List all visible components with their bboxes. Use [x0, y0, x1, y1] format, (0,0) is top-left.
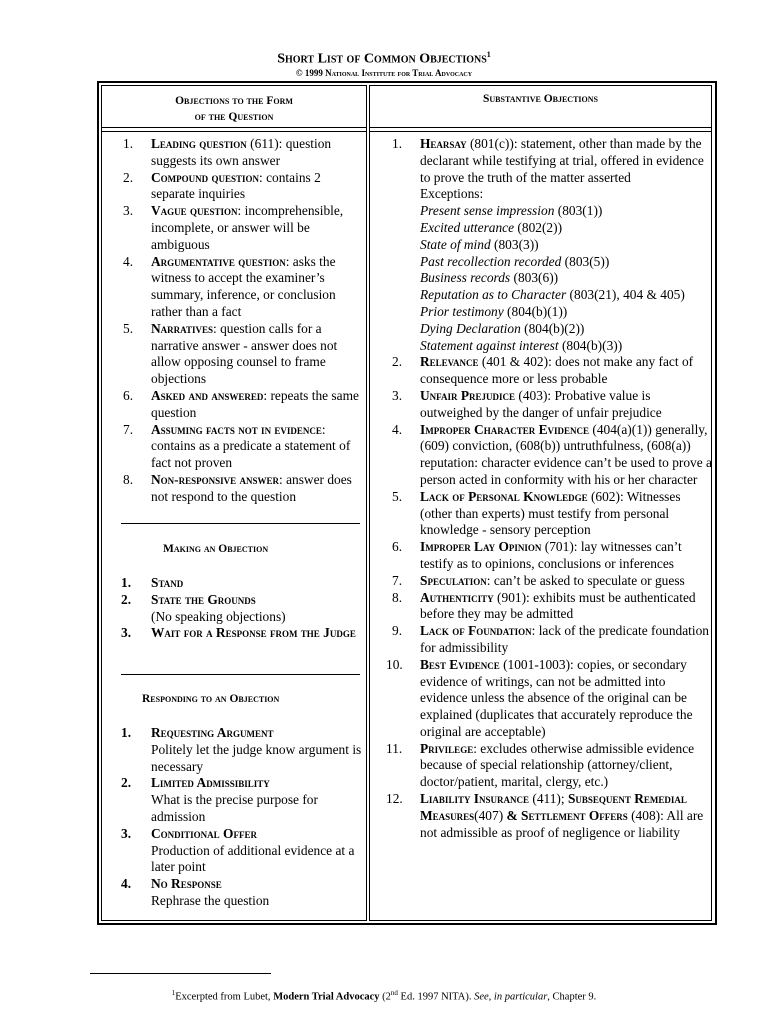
- substantive-objections-column: [369, 85, 712, 921]
- list-item: 4. Argumentative question: asks the witness to accept the examiner’s summary, inference, or conclusion rather than a fact: [123, 253, 336, 319]
- list-item: 1. Leading question (611): question suggests its own answer: [123, 136, 332, 168]
- list-item: 3. Wait for a Response from the Judge: [121, 625, 356, 641]
- list-item: 9. Lack of Foundation: lack of the predicate foundation for admissibility: [392, 623, 709, 655]
- list-item: 7. Assuming facts not in evidence: contains as a predicate a statement of fact not proven: [123, 421, 351, 471]
- form-objections-header: Objections to the Form of the Question: [102, 86, 366, 128]
- making-objection-title: Making an Objection: [163, 543, 269, 555]
- exception: Prior testimony (804(b)(1)): [420, 303, 568, 319]
- list-item: 3. Unfair Prejudice (403): Probative value is outweighed by the danger of unfair prejudice: [392, 387, 662, 420]
- footnote: $^1$Excerpted from Lubet, Modern Trial Advocacy (2nd Ed. 1997 NITA). See, in particular, Chapter 9.: [171, 989, 597, 1003]
- exception: Statement against interest (804(b)(3)): [420, 337, 623, 353]
- list-item: 5. Lack of Personal Knowledge (602): Witnesses (other than experts) must testify from personal knowledge - sensory perception: [392, 488, 681, 538]
- list-item: 8. Non-responsive answer: answer does not respond to the question: [123, 471, 352, 504]
- list-item: 4. Improper Character Evidence (404(a)(1)) generally, (609) conviction, (608(b)) untruthfulness, (608(a)) reputation: character evidence can’t be used to prove a person acted in conformity with his or her character: [392, 421, 712, 487]
- list-item: 3. Conditional Offer Production of additional evidence at a later point: [121, 825, 355, 875]
- exception: Dying Declaration (804(b)(2)): [420, 320, 585, 336]
- footnote-divider: [90, 973, 271, 974]
- list-item: 7. Speculation: can’t be asked to speculate or guess: [392, 572, 685, 588]
- list-item: 2. Limited Admissibility What is the precise purpose for admission: [121, 775, 318, 824]
- section-divider: [121, 674, 360, 675]
- list-item: 2. Compound question: contains 2 separate inquiries: [123, 169, 321, 202]
- exception: Present sense impression (803(1)): [420, 203, 603, 219]
- form-objections-list: [104, 136, 364, 506]
- list-item: 2. Relevance (401 & 402): does not make any fact of consequence more or less probable: [392, 354, 694, 387]
- list-item: 6. Improper Lay Opinion (701): lay witnesses can’t testify as to opinions, conclusions or inferences: [392, 539, 682, 571]
- exception: Excited utterance (802(2)): [420, 219, 563, 235]
- list-item: 12. Liability Insurance (411); Subsequent Remedial Measures(407) & Settlement Offers (408): All are not admissible as proof of negligence or liability: [386, 791, 704, 840]
- responding-objection-title: Responding to an Objection: [142, 693, 280, 705]
- copyright-line: © 1999 National Institute for Trial Advocacy: [295, 68, 473, 78]
- exception: Business records (803(6)): [420, 270, 559, 286]
- list-item: 8. Authenticity (901): exhibits must be authenticated before they may be admitted: [392, 589, 696, 622]
- header-divider: [370, 131, 711, 132]
- objections-table: [97, 81, 717, 925]
- list-item: 3. Vague question: incomprehensible, incomplete, or answer will be ambiguous: [123, 203, 344, 252]
- list-item: 6. Asked and answered: repeats the same question: [123, 387, 359, 420]
- list-item: 1. Requesting Argument Politely let the judge know argument is necessary: [121, 725, 362, 774]
- list-item: 4. No Response Rephrase the question: [121, 876, 270, 908]
- section-divider: [121, 523, 360, 524]
- exception: Past recollection recorded (803(5)): [420, 253, 610, 269]
- list-item: 1. Hearsay (801(c)): statement, other than made by the declarant while testifying at trial, offered in evidence to prove the truth of the matter asserted Exceptions: Present sense impression (803(1)) Excited utterance (802(2)) State of mind (803(3)) Past recollection recorded (803(5)) Business records (803(6)) Reputation as to Character (803(21), 404 & 405) Prior testimony (804(b)(1)) Dying Declaration (804(b)(2)) Statement against interest (804(b)(3)): [392, 136, 704, 353]
- footnote-marker: 1: [486, 50, 491, 59]
- header-divider: [102, 131, 366, 132]
- list-item: 10. Best Evidence (1001-1003): copies, or secondary evidence of writings, can not be admitted into evidence unless the absence of the original can be explained (duplicates that accurately reproduce the original are acceptable): [386, 656, 693, 739]
- list-item: 11. Privilege: excludes otherwise admissible evidence because of special relationship (attorney/client, doctor/patient, marital, clergy, etc.): [386, 740, 695, 790]
- document-title: Short List of Common Objections$^1$: [277, 50, 491, 67]
- substantive-objections-list: [373, 136, 713, 841]
- list-item: 5. Narratives: question calls for a narrative answer - answer does not allow opposing counsel to frame objections: [123, 320, 338, 387]
- list-item: 2. State the Grounds (No speaking objections): [121, 591, 286, 624]
- form-objections-column: [101, 85, 367, 921]
- exception: Reputation as to Character (803(21), 404 & 405): [420, 287, 685, 303]
- substantive-objections-header: Substantive Objections: [370, 86, 711, 128]
- list-item: 1. Stand: [121, 575, 184, 590]
- making-objection-list: [104, 575, 364, 642]
- exception: State of mind (803(3)): [420, 236, 539, 252]
- responding-objection-list: [104, 725, 364, 910]
- exceptions-label: Exceptions:: [420, 186, 484, 202]
